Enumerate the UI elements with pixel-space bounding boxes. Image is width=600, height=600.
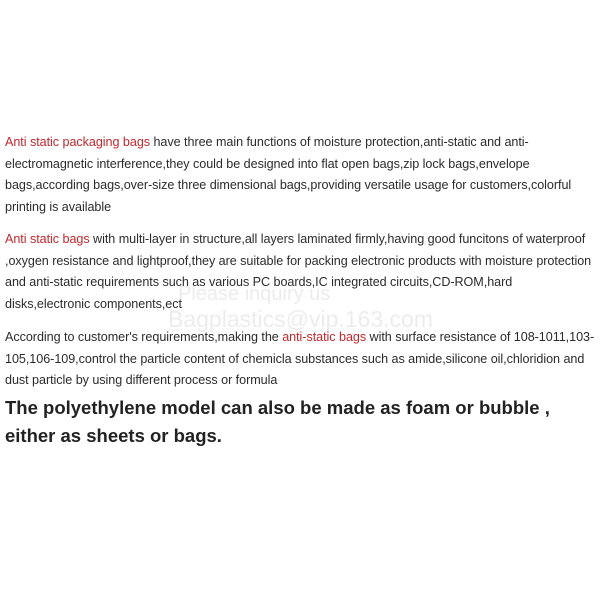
highlight-anti-static-bags-inline: anti-static bags (282, 330, 367, 344)
highlight-anti-static-packaging-bags: Anti static packaging bags (5, 135, 151, 149)
product-description (5, 132, 597, 450)
highlight-anti-static-bags: Anti static bags (5, 232, 90, 246)
headline-polyethylene-model: The polyethylene model can also be made as foam or bubble , either as sheets or bags. (5, 396, 550, 446)
watermark-inquiry: Please inquiry us (178, 283, 331, 305)
watermark-email: Bagplastics@vip.163.com (168, 306, 433, 332)
paragraph-text: have three main functions of moisture protection,anti-static and anti-electromagnetic interference,they could be designed into flat open bags,zip lock bags,envelope bags,according bags,over-size three dimensional bags,providing versatile usage for customers,colorful printing is available (5, 135, 572, 214)
paragraph-surface-resistance (5, 327, 597, 392)
paragraph-text: According to customer's requirements,making the (5, 330, 283, 344)
paragraph-text: with multi-layer in structure,all layers laminated firmly,having good funcitons of waterproof ,oxygen resistance and lightproof,they are suitable for packing electronic products with moisture protection and anti-static requirements such as various PC boards,IC integrated circuits,CD-ROM,hard disks,electronic components,ect (5, 232, 592, 311)
paragraph-packaging-functions (5, 132, 597, 218)
paragraph-multi-layer-structure (5, 229, 597, 315)
paragraph-text: with surface resistance of 108-1011,103-105,106-109,control the particle content of chemicla substances such as amide,silicone oil,chloridion and dust particle by using different process or formula (5, 330, 595, 387)
